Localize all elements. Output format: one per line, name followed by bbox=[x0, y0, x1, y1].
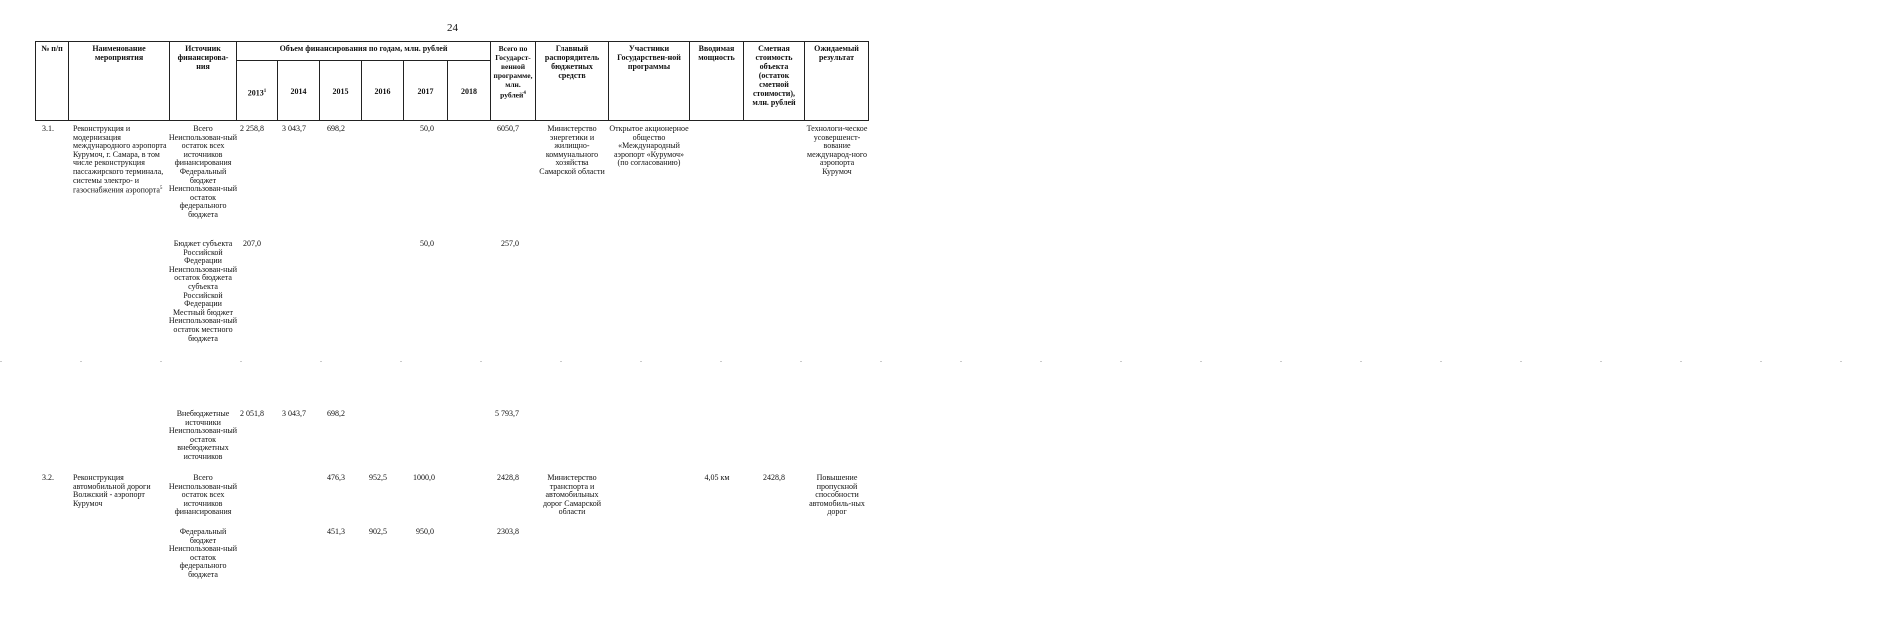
dotted-divider: . . . . . . . . . . . . . . . . . . . . . . . . bbox=[0, 355, 1880, 364]
value-2015: 698,2 bbox=[327, 124, 345, 133]
header-year-2017: 2017 bbox=[403, 60, 448, 121]
row-sources: Федеральный бюджет Неиспользован-ный остаток федерального бюджета bbox=[168, 527, 238, 579]
header-result: Ожидаемый результат bbox=[804, 41, 869, 121]
value-2015: 698,2 bbox=[327, 409, 345, 418]
value-total: 6050,7 bbox=[497, 124, 519, 133]
value-2015: 476,3 bbox=[327, 473, 345, 482]
row-capacity: 4,05 км bbox=[704, 473, 730, 482]
value-total: 2428,8 bbox=[497, 473, 519, 482]
header-capacity: Вводимая мощность bbox=[689, 41, 744, 121]
row-distributor: Министерство транспорта и автомобильных дорог Самарской области bbox=[542, 473, 602, 517]
value-2016: 952,5 bbox=[369, 473, 387, 482]
header-source: Источник финансирова-ния bbox=[169, 41, 237, 121]
row-number: 3.2. bbox=[42, 473, 54, 482]
header-year-2018: 2018 bbox=[447, 60, 491, 121]
value-2017: 1000,0 bbox=[413, 473, 435, 482]
header-cost: Сметная стоимость объекта (остаток сметной стоимости), млн. рублей bbox=[743, 41, 805, 121]
value-2017: 50,0 bbox=[420, 239, 434, 248]
value-2017: 50,0 bbox=[420, 124, 434, 133]
value-2013: 2 051,8 bbox=[240, 409, 264, 418]
header-year-2013: 2013$^1$ bbox=[236, 60, 278, 121]
row-name: Реконструкция автомобильной дороги Волжский - аэропорт Курумоч bbox=[73, 473, 151, 508]
row-sources: Внебюджетные источники Неиспользован-ный остаток внебюджетных источников bbox=[168, 409, 238, 461]
row-distributor: Министерство энергетики и жилищно-коммунального хозяйства Самарской области bbox=[539, 124, 605, 176]
header-year-2014: 2014 bbox=[277, 60, 320, 121]
row-result: Повышение пропускной способности автомобиль-ных дорог bbox=[809, 473, 865, 517]
value-2015: 451,3 bbox=[327, 527, 345, 536]
value-total: 5 793,7 bbox=[495, 409, 519, 418]
value-2013: 2 258,8 bbox=[240, 124, 264, 133]
row-cost: 2428,8 bbox=[763, 473, 785, 482]
value-total: 257,0 bbox=[501, 239, 519, 248]
header-participants: Участники Государствен-ной программы bbox=[608, 41, 690, 121]
header-distributor: Главный распорядитель бюджетных средств bbox=[535, 41, 609, 121]
value-2016: 902,5 bbox=[369, 527, 387, 536]
header-year-2016: 2016 bbox=[361, 60, 404, 121]
header-num: № п/п bbox=[35, 41, 69, 121]
row-name: Реконструкция и модернизация международного аэропорта Курумоч, г. Самара, в том числе реконструкция пассажирского терминала, системы электро- и газоснабжения аэропорта$^5$ bbox=[73, 124, 167, 195]
row-sources: Всего Неиспользован-ный остаток всех источников финансирования Федеральный бюджет Неиспользован-ный остаток федерального бюджета bbox=[168, 124, 238, 219]
row-participants: Открытое акционерное общество «Международный аэропорт «Курумоч» (по согласованию) bbox=[609, 124, 689, 168]
value-total: 2303,8 bbox=[497, 527, 519, 536]
value-2013: 207,0 bbox=[243, 239, 261, 248]
page-number: 24 bbox=[447, 22, 458, 34]
value-2017: 950,0 bbox=[416, 527, 434, 536]
value-2014: 3 043,7 bbox=[282, 124, 306, 133]
row-sources: Всего Неиспользован-ный остаток всех источников финансирования bbox=[168, 473, 238, 517]
header-total: Всего по Государст-венной программе, млн. рублей$^4$ bbox=[490, 41, 536, 121]
header-year-2015: 2015 bbox=[319, 60, 362, 121]
header-financing: Объем финансирования по годам, млн. рублей bbox=[236, 41, 491, 61]
row-result: Технологи-ческое усовершенст-вование международ-ного аэропорта Курумоч bbox=[806, 124, 868, 176]
row-number: 3.1. bbox=[42, 124, 54, 133]
header-name: Наименование мероприятия bbox=[68, 41, 170, 121]
value-2014: 3 043,7 bbox=[282, 409, 306, 418]
row-sources: Бюджет субъекта Российской Федерации Неиспользован-ный остаток бюджета субъекта Российской Федерации Местный бюджет Неиспользован-ный остаток местного бюджета bbox=[168, 239, 238, 343]
